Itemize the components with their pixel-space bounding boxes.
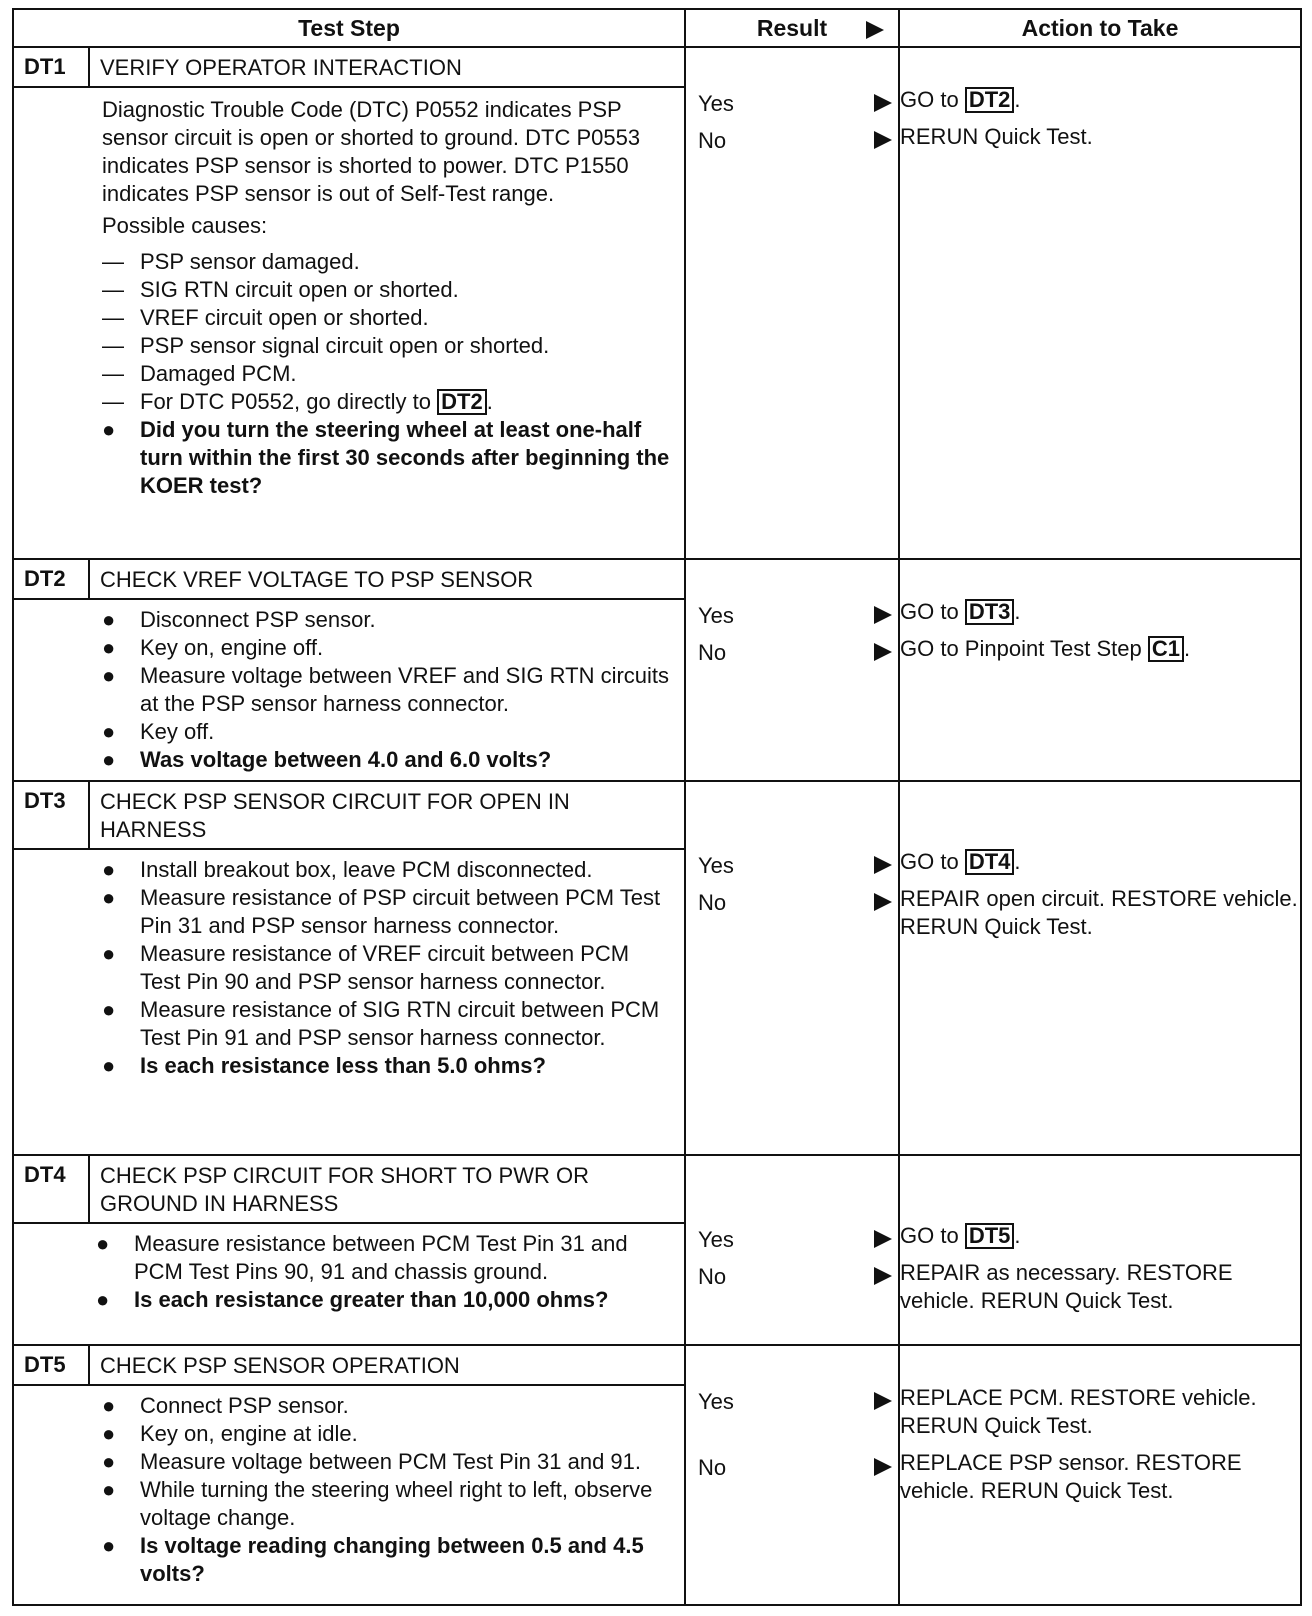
step-cell (13, 47, 685, 559)
list-item: ● Measure voltage between PCM Test Pin 31 and 91. (102, 1448, 674, 1476)
header-row (13, 9, 1301, 47)
cause-text: SIG RTN circuit open or shorted. (140, 277, 459, 302)
list-item: — VREF circuit open or shorted. (102, 304, 674, 332)
step-paragraph: Diagnostic Trouble Code (DTC) P0552 indicates PSP sensor circuit is open or shorted to ground. DTC P0553 indicates PSP sensor is shorted to power. DTC P1550 indicates PSP sensor is out of Self-Test range. (102, 97, 641, 206)
right-arrow-icon (874, 643, 892, 661)
list-item: ● Measure resistance between PCM Test Pin 31 and PCM Test Pins 90, 91 and chassis ground. (96, 1230, 674, 1286)
yes-action: GO to DT4 . (900, 849, 1021, 874)
step-link-dt5[interactable]: DT5 (965, 1223, 1015, 1249)
step-row-dt5 (13, 1345, 1301, 1605)
step-title: CHECK PSP SENSOR CIRCUIT FOR OPEN IN HARNESS (100, 789, 570, 842)
step-header (14, 1346, 684, 1386)
list-item: — For DTC P0552, go directly to DT2 . (102, 389, 493, 414)
list-item: — PSP sensor damaged. (102, 248, 674, 276)
cause-text: PSP sensor signal circuit open or shorted. (140, 333, 550, 358)
question-item: ● Is each resistance greater than 10,000 ohms? (96, 1286, 674, 1314)
result-yes (686, 602, 898, 639)
step-body (14, 850, 684, 1086)
step-body (14, 1224, 684, 1320)
step-title: CHECK VREF VOLTAGE TO PSP SENSOR (100, 567, 534, 592)
bullet-text: Disconnect PSP sensor. (140, 607, 376, 632)
yes-action-text: GO to (900, 87, 959, 112)
yes-action-text: GO to (900, 1223, 959, 1248)
step-link-c1[interactable]: C1 (1148, 636, 1184, 662)
result-cell (685, 47, 899, 559)
bullet-text: Key on, engine at idle. (140, 1421, 358, 1446)
no-action: REPAIR open circuit. RESTORE vehicle. RERUN Quick Test. (900, 886, 1298, 939)
step-link-dt4[interactable]: DT4 (965, 849, 1015, 875)
result-no (686, 889, 898, 926)
question-item: ● Is voltage reading changing between 0.5 and 4.5 volts? (102, 1532, 674, 1588)
header-result (685, 9, 899, 47)
diagnostic-table (12, 8, 1302, 1606)
bullet-text: Measure voltage between PCM Test Pin 31 and 91. (140, 1449, 642, 1474)
result-yes (686, 1388, 898, 1454)
result-cell (685, 781, 899, 1155)
right-arrow-icon (874, 1458, 892, 1476)
bullet-text: Key on, engine off. (140, 635, 324, 660)
yes-action-text: GO to (900, 599, 959, 624)
yes-action: GO to DT2 . (900, 87, 1021, 112)
list-item: ● Connect PSP sensor. (102, 1392, 674, 1420)
list-item: — SIG RTN circuit open or shorted. (102, 276, 674, 304)
result-no (686, 1454, 898, 1491)
cause-text: VREF circuit open or shorted. (140, 305, 429, 330)
list-item: ● Key on, engine off. (102, 634, 674, 662)
step-title: CHECK PSP SENSOR OPERATION (100, 1353, 460, 1378)
result-no (686, 127, 898, 164)
bullet-text: While turning the steering wheel right to left, observe voltage change. (140, 1477, 653, 1530)
result-yes (686, 90, 898, 127)
no-label: No (698, 1455, 727, 1480)
list-item: ● Measure resistance of PSP circuit between PCM Test Pin 31 and PSP sensor harness connector. (102, 884, 674, 940)
step-header (14, 48, 684, 88)
yes-label: Yes (698, 603, 734, 628)
list-item: ● Disconnect PSP sensor. (102, 606, 674, 634)
list-item: ● Key off. (102, 718, 674, 746)
cause-text: Damaged PCM. (140, 361, 297, 386)
step-id: DT1 (14, 48, 90, 86)
header-result-label: Result (756, 14, 828, 41)
no-action: REPAIR as necessary. RESTORE vehicle. RERUN Quick Test. (900, 1260, 1233, 1313)
no-action-text: GO to Pinpoint Test Step (900, 636, 1142, 661)
result-cell (685, 1345, 899, 1605)
step-title: CHECK PSP CIRCUIT FOR SHORT TO PWR OR GROUND IN HARNESS (100, 1163, 589, 1216)
cause-text: For DTC P0552, go directly to (140, 389, 432, 414)
step-id: DT3 (14, 782, 90, 848)
bullet-text: Measure resistance of PSP circuit between PCM Test Pin 31 and PSP sensor harness connector. (140, 885, 661, 938)
step-cell (13, 1155, 685, 1345)
no-action: GO to Pinpoint Test Step C1 . (900, 636, 1191, 661)
step-row-dt2 (13, 559, 1301, 781)
question-item: ● Did you turn the steering wheel at least one-half turn within the first 30 seconds after beginning the KOER test? (102, 416, 674, 500)
action-cell (899, 559, 1301, 781)
right-arrow-icon (874, 1230, 892, 1248)
result-no (686, 1263, 898, 1300)
header-action: Action to Take (899, 9, 1301, 47)
question-text: Was voltage between 4.0 and 6.0 volts? (140, 747, 552, 772)
bullet-text: Measure voltage between VREF and SIG RTN circuits at the PSP sensor harness connector. (140, 663, 670, 716)
list-item: ● Measure resistance of VREF circuit between PCM Test Pin 90 and PSP sensor harness connector. (102, 940, 674, 996)
list-item: ● Measure resistance of SIG RTN circuit between PCM Test Pin 91 and PSP sensor harness connector. (102, 996, 674, 1052)
result-no (686, 639, 898, 676)
step-link-dt3[interactable]: DT3 (965, 599, 1015, 625)
action-cell (899, 1345, 1301, 1605)
question-text: Is each resistance greater than 10,000 ohms? (134, 1287, 609, 1312)
step-body (14, 1386, 684, 1594)
header-test-step: Test Step (13, 9, 685, 47)
list-item: — Damaged PCM. (102, 360, 674, 388)
bullet-text: Measure resistance between PCM Test Pin 31 and PCM Test Pins 90, 91 and chassis ground. (134, 1231, 628, 1284)
no-action: REPLACE PSP sensor. RESTORE vehicle. RERUN Quick Test. (900, 1450, 1242, 1503)
step-cell (13, 781, 685, 1155)
list-item: — PSP sensor signal circuit open or shorted. (102, 332, 674, 360)
yes-label: Yes (698, 853, 734, 878)
no-label: No (698, 640, 727, 665)
bullet-text: Key off. (140, 719, 215, 744)
action-cell (899, 47, 1301, 559)
list-item: ● Measure voltage between VREF and SIG RTN circuits at the PSP sensor harness connector. (102, 662, 674, 718)
question-text: Is voltage reading changing between 0.5 and 4.5 volts? (140, 1533, 644, 1586)
step-header (14, 782, 684, 850)
bullet-text: Measure resistance of VREF circuit between PCM Test Pin 90 and PSP sensor harness connector. (140, 941, 630, 994)
result-cell (685, 559, 899, 781)
right-arrow-icon (874, 1267, 892, 1285)
step-row-dt1 (13, 47, 1301, 559)
yes-label: Yes (698, 91, 734, 116)
question-item: ● Was voltage between 4.0 and 6.0 volts? (102, 746, 674, 774)
right-arrow-icon (874, 131, 892, 149)
right-arrow-icon (874, 1392, 892, 1410)
step-body (14, 600, 684, 780)
list-item: ● Install breakout box, leave PCM disconnected. (102, 856, 674, 884)
right-arrow-icon (874, 893, 892, 911)
no-label: No (698, 1264, 727, 1289)
yes-action: GO to DT5 . (900, 1223, 1021, 1248)
right-arrow-icon (874, 606, 892, 624)
cause-text: PSP sensor damaged. (140, 249, 360, 274)
no-label: No (698, 128, 727, 153)
list-item: ● While turning the steering wheel right to left, observe voltage change. (102, 1476, 674, 1532)
step-id: DT4 (14, 1156, 90, 1222)
step-title: VERIFY OPERATOR INTERACTION (100, 55, 462, 80)
question-text: Did you turn the steering wheel at least one-half turn within the first 30 seconds after beginning the KOER test? (140, 417, 670, 498)
question-text: Is each resistance less than 5.0 ohms? (140, 1053, 546, 1078)
no-label: No (698, 890, 727, 915)
step-id: DT2 (14, 560, 90, 598)
step-link-dt2[interactable]: DT2 (437, 389, 487, 415)
result-yes (686, 1226, 898, 1263)
right-arrow-icon (866, 21, 884, 39)
yes-action: REPLACE PCM. RESTORE vehicle. RERUN Quick Test. (900, 1385, 1257, 1438)
right-arrow-icon (874, 856, 892, 874)
step-cell (13, 1345, 685, 1605)
step-paragraph: Possible causes: (102, 213, 268, 238)
right-arrow-icon (874, 94, 892, 112)
result-yes (686, 852, 898, 889)
no-action: RERUN Quick Test. (900, 124, 1093, 149)
list-item: ● Key on, engine at idle. (102, 1420, 674, 1448)
step-body (14, 88, 684, 506)
step-header (14, 560, 684, 600)
action-cell (899, 1155, 1301, 1345)
step-cell (13, 559, 685, 781)
yes-label: Yes (698, 1389, 734, 1414)
step-header (14, 1156, 684, 1224)
step-link-dt2[interactable]: DT2 (965, 87, 1015, 113)
yes-action: GO to DT3 . (900, 599, 1021, 624)
step-id: DT5 (14, 1346, 90, 1384)
bullet-text: Install breakout box, leave PCM disconnected. (140, 857, 593, 882)
step-row-dt4 (13, 1155, 1301, 1345)
action-cell (899, 781, 1301, 1155)
step-row-dt3 (13, 781, 1301, 1155)
question-item: ● Is each resistance less than 5.0 ohms? (102, 1052, 674, 1080)
bullet-text: Measure resistance of SIG RTN circuit between PCM Test Pin 91 and PSP sensor harness connector. (140, 997, 660, 1050)
yes-label: Yes (698, 1227, 734, 1252)
bullet-text: Connect PSP sensor. (140, 1393, 349, 1418)
result-cell (685, 1155, 899, 1345)
yes-action-text: GO to (900, 849, 959, 874)
